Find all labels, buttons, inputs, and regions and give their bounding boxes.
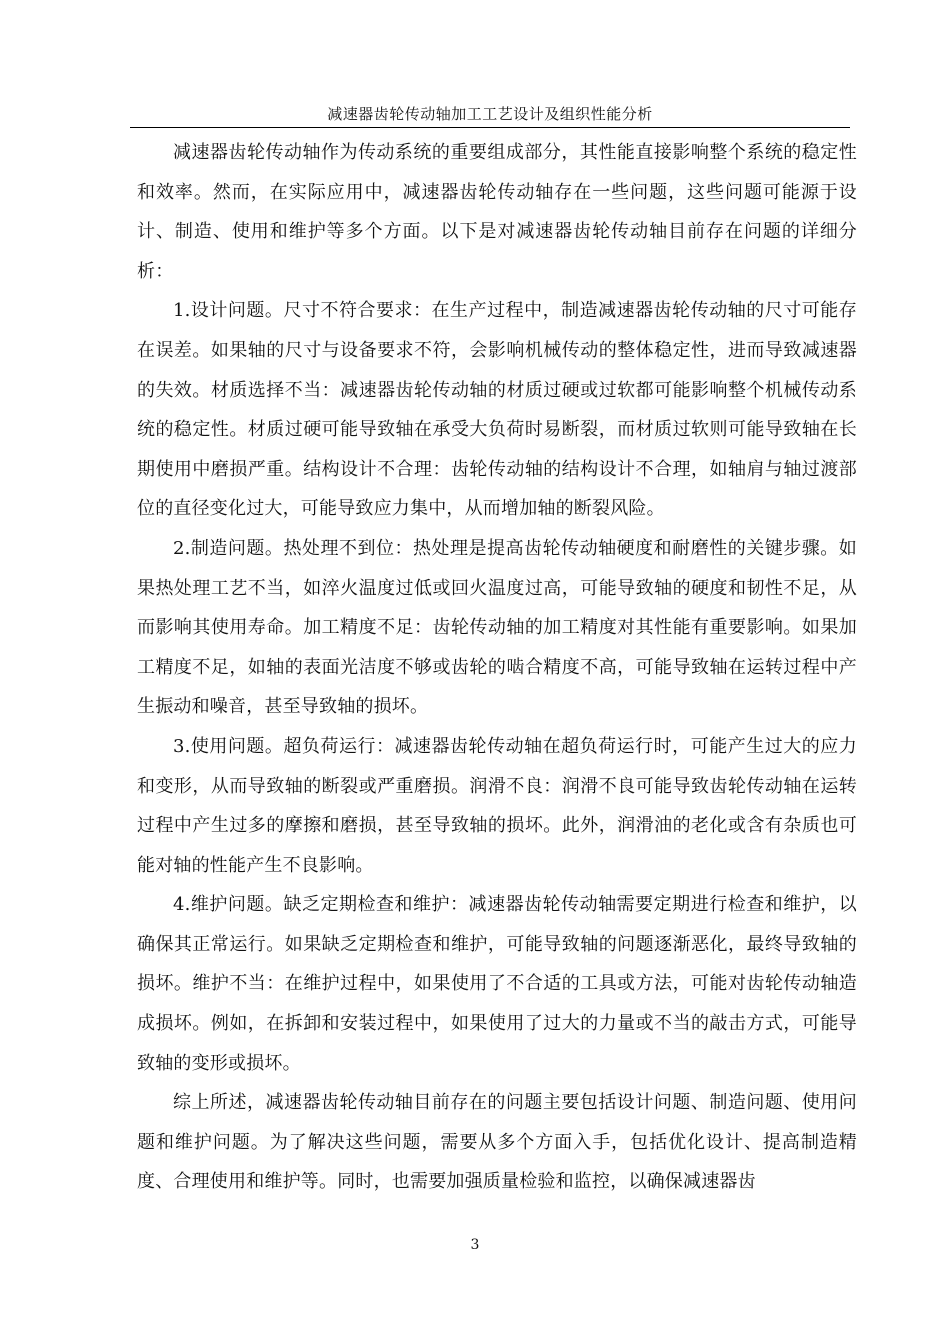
paragraph-intro: 减速器齿轮传动轴作为传动系统的重要组成部分，其性能直接影响整个系统的稳定性和效率。然而，在实际应用中，减速器齿轮传动轴存在一些问题，这些问题可能源于设计、制造、使用和维护等多个方面。以下是对减速器齿轮传动轴目前存在问题的详细分析： <box>137 142 857 282</box>
body-text <box>137 133 857 1202</box>
header-rule <box>130 127 850 128</box>
paragraph-summary: 综上所述，减速器齿轮传动轴目前存在的问题主要包括设计问题、制造问题、使用问题和维护问题。为了解决这些问题，需要从多个方面入手，包括优化设计、提高制造精度、合理使用和维护等。同时，也需要加强质量检验和监控，以确保减速器齿 <box>137 1092 857 1193</box>
paragraph-manufacturing-issues: 2.制造问题。热处理不到位：热处理是提高齿轮传动轴硬度和耐磨性的关键步骤。如果热处理工艺不当，如淬火温度过低或回火温度过高，可能导致轴的硬度和韧性不足，从而影响其使用寿命。加工精度不足：齿轮传动轴的加工精度对其性能有重要影响。如果加工精度不足，如轴的表面光洁度不够或齿轮的啮合精度不高，可能导致轴在运转过程中产生振动和噪音，甚至导致轴的损坏。 <box>137 537 857 718</box>
paragraph-usage-issues: 3.使用问题。超负荷运行：减速器齿轮传动轴在超负荷运行时，可能产生过大的应力和变形，从而导致轴的断裂或严重磨损。润滑不良：润滑不良可能导致齿轮传动轴在运转过程中产生过多的摩擦和磨损，甚至导致轴的损坏。此外，润滑油的老化或含有杂质也可能对轴的性能产生不良影响。 <box>137 735 857 876</box>
running-header: 减速器齿轮传动轴加工工艺设计及组织性能分析 <box>327 105 653 123</box>
paragraph-maintenance-issues: 4.维护问题。缺乏定期检查和维护：减速器齿轮传动轴需要定期进行检查和维护，以确保其正常运行。如果缺乏定期检查和维护，可能导致轴的问题逐渐恶化，最终导致轴的损坏。维护不当：在维护过程中，如果使用了不合适的工具或方法，可能对齿轮传动轴造成损坏。例如，在拆卸和安装过程中，如果使用了过大的力量或不当的敲击方式，可能导致轴的变形或损坏。 <box>137 894 857 1074</box>
paragraph-design-issues: 1.设计问题。尺寸不符合要求：在生产过程中，制造减速器齿轮传动轴的尺寸可能存在误差。如果轴的尺寸与设备要求不符，会影响机械传动的整体稳定性，进而导致减速器的失效。材质选择不当：减速器齿轮传动轴的材质过硬或过软都可能影响整个机械传动系统的稳定性。材质过硬可能导致轴在承受大负荷时易断裂，而材质过软则可能导致轴在长期使用中磨损严重。结构设计不合理：齿轮传动轴的结构设计不合理，如轴肩与轴过渡部位的直径变化过大，可能导致应力集中，从而增加轴的断裂风险。 <box>137 300 857 520</box>
page-number: 3 <box>470 1237 480 1253</box>
